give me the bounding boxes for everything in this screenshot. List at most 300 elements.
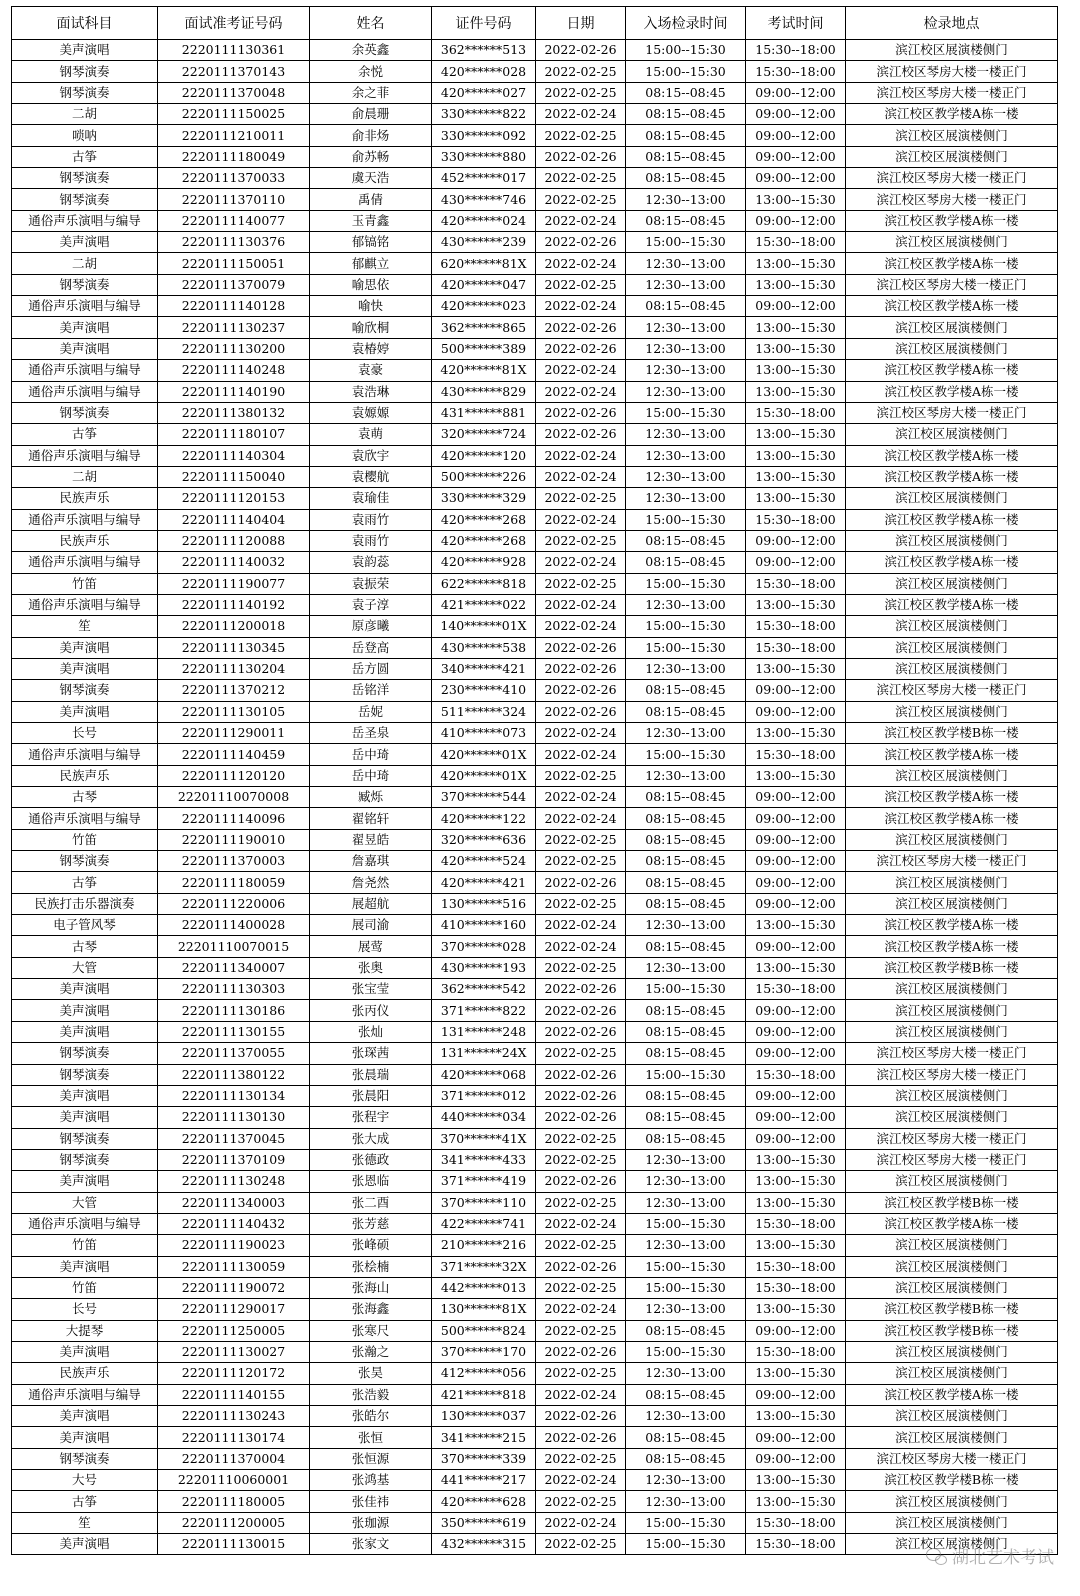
cell-admission-number: 2220111190077 [158, 573, 310, 594]
cell-id-number: 420******027 [432, 82, 536, 103]
table-row [12, 744, 1058, 765]
cell-subject: 大提琴 [12, 1320, 158, 1341]
watermark-text: 湖北艺术考试 [952, 1548, 1054, 1568]
table-row [12, 1320, 1058, 1341]
table-row [12, 658, 1058, 679]
cell-checkin-time: 08:15--08:45 [626, 1427, 746, 1448]
cell-exam-time: 09:00--12:00 [746, 1448, 846, 1469]
cell-exam-time: 09:00--12:00 [746, 1021, 846, 1042]
cell-date: 2022-02-26 [536, 1021, 626, 1042]
cell-checkin-time: 12:30--13:00 [626, 1235, 746, 1256]
cell-checkin-location: 滨江校区教学楼A栋一楼 [846, 594, 1058, 615]
cell-name: 张灿 [310, 1021, 432, 1042]
column-header-name: 姓名 [310, 7, 432, 40]
cell-checkin-location: 滨江校区教学楼A栋一楼 [846, 915, 1058, 936]
cell-name: 张鸿基 [310, 1470, 432, 1491]
cell-admission-number: 2220111140128 [158, 296, 310, 317]
cell-admission-number: 2220111130361 [158, 40, 310, 61]
cell-checkin-time: 08:15--08:45 [626, 1128, 746, 1149]
cell-exam-time: 09:00--12:00 [746, 125, 846, 146]
cell-checkin-location: 滨江校区展演楼侧门 [846, 232, 1058, 253]
cell-exam-time: 09:00--12:00 [746, 146, 846, 167]
cell-date: 2022-02-24 [536, 381, 626, 402]
cell-subject: 钢琴演奏 [12, 168, 158, 189]
cell-id-number: 330******880 [432, 146, 536, 167]
cell-admission-number: 2220111130105 [158, 701, 310, 722]
cell-date: 2022-02-24 [536, 1299, 626, 1320]
cell-exam-time: 09:00--12:00 [746, 851, 846, 872]
table-row [12, 872, 1058, 893]
table-row [12, 61, 1058, 82]
cell-checkin-location: 滨江校区展演楼侧门 [846, 658, 1058, 679]
cell-admission-number: 22201110070008 [158, 787, 310, 808]
cell-date: 2022-02-26 [536, 146, 626, 167]
cell-admission-number: 2220111130376 [158, 232, 310, 253]
cell-date: 2022-02-26 [536, 338, 626, 359]
cell-checkin-location: 滨江校区琴房大楼一楼正门 [846, 168, 1058, 189]
cell-exam-time: 13:00--15:30 [746, 317, 846, 338]
cell-subject: 电子管风琴 [12, 915, 158, 936]
cell-date: 2022-02-25 [536, 274, 626, 295]
cell-subject: 美声演唱 [12, 1427, 158, 1448]
cell-date: 2022-02-25 [536, 851, 626, 872]
table-row [12, 530, 1058, 551]
column-header-admission-number: 面试准考证号码 [158, 7, 310, 40]
cell-checkin-time: 12:30--13:00 [626, 765, 746, 786]
cell-subject: 美声演唱 [12, 1341, 158, 1362]
table-row [12, 1256, 1058, 1277]
cell-exam-time: 09:00--12:00 [746, 296, 846, 317]
table-row [12, 82, 1058, 103]
cell-date: 2022-02-25 [536, 1277, 626, 1298]
cell-exam-time: 13:00--15:30 [746, 445, 846, 466]
cell-date: 2022-02-24 [536, 1512, 626, 1533]
cell-admission-number: 2220111370003 [158, 851, 310, 872]
cell-name: 玉青鑫 [310, 210, 432, 231]
table-row [12, 979, 1058, 1000]
cell-id-number: 430******239 [432, 232, 536, 253]
cell-admission-number: 2220111190023 [158, 1235, 310, 1256]
cell-checkin-location: 滨江校区教学楼A栋一楼 [846, 808, 1058, 829]
cell-checkin-time: 12:30--13:00 [626, 445, 746, 466]
table-row [12, 701, 1058, 722]
cell-admission-number: 2220111130134 [158, 1085, 310, 1106]
cell-id-number: 131******248 [432, 1021, 536, 1042]
cell-id-number: 210******216 [432, 1235, 536, 1256]
cell-checkin-location: 滨江校区教学楼B栋一楼 [846, 1320, 1058, 1341]
cell-id-number: 421******818 [432, 1384, 536, 1405]
table-row [12, 104, 1058, 125]
cell-date: 2022-02-26 [536, 1427, 626, 1448]
table-row [12, 253, 1058, 274]
cell-checkin-time: 12:30--13:00 [626, 1171, 746, 1192]
cell-subject: 美声演唱 [12, 317, 158, 338]
cell-id-number: 430******538 [432, 637, 536, 658]
cell-subject: 钢琴演奏 [12, 402, 158, 423]
cell-checkin-location: 滨江校区琴房大楼一楼正门 [846, 1064, 1058, 1085]
cell-subject: 通俗声乐演唱与编导 [12, 210, 158, 231]
table-row [12, 552, 1058, 573]
cell-subject: 美声演唱 [12, 1171, 158, 1192]
cell-date: 2022-02-26 [536, 402, 626, 423]
cell-date: 2022-02-24 [536, 723, 626, 744]
cell-date: 2022-02-25 [536, 1128, 626, 1149]
cell-id-number: 420******122 [432, 808, 536, 829]
cell-admission-number: 2220111180059 [158, 872, 310, 893]
table-row [12, 723, 1058, 744]
cell-date: 2022-02-24 [536, 360, 626, 381]
cell-id-number: 511******324 [432, 701, 536, 722]
cell-subject: 民族打击乐器演奏 [12, 893, 158, 914]
cell-checkin-location: 滨江校区教学楼A栋一楼 [846, 744, 1058, 765]
cell-subject: 古筝 [12, 1491, 158, 1512]
table-row [12, 680, 1058, 701]
cell-id-number: 420******421 [432, 872, 536, 893]
cell-id-number: 420******268 [432, 530, 536, 551]
cell-id-number: 420******120 [432, 445, 536, 466]
cell-exam-time: 15:30--18:00 [746, 1341, 846, 1362]
cell-name: 展司渝 [310, 915, 432, 936]
cell-name: 岳方圆 [310, 658, 432, 679]
cell-date: 2022-02-25 [536, 1534, 626, 1555]
cell-id-number: 420******01X [432, 744, 536, 765]
cell-checkin-location: 滨江校区展演楼侧门 [846, 317, 1058, 338]
cell-id-number: 370******170 [432, 1341, 536, 1362]
cell-checkin-location: 滨江校区展演楼侧门 [846, 573, 1058, 594]
cell-subject: 钢琴演奏 [12, 1043, 158, 1064]
cell-exam-time: 13:00--15:30 [746, 466, 846, 487]
cell-name: 袁韵蕊 [310, 552, 432, 573]
cell-name: 张奥 [310, 957, 432, 978]
cell-id-number: 420******268 [432, 509, 536, 530]
cell-checkin-location: 滨江校区教学楼A栋一楼 [846, 552, 1058, 573]
cell-checkin-location: 滨江校区教学楼A栋一楼 [846, 936, 1058, 957]
cell-admission-number: 2220111140432 [158, 1213, 310, 1234]
table-row [12, 1085, 1058, 1106]
cell-checkin-location: 滨江校区展演楼侧门 [846, 979, 1058, 1000]
cell-admission-number: 2220111370110 [158, 189, 310, 210]
cell-name: 岳铭洋 [310, 680, 432, 701]
cell-admission-number: 2220111130345 [158, 637, 310, 658]
cell-checkin-time: 08:15--08:45 [626, 829, 746, 850]
cell-admission-number: 2220111380132 [158, 402, 310, 423]
table-row [12, 1128, 1058, 1149]
cell-admission-number: 22201110070015 [158, 936, 310, 957]
cell-exam-time: 15:30--18:00 [746, 40, 846, 61]
cell-exam-time: 13:00--15:30 [746, 1192, 846, 1213]
cell-name: 袁子淳 [310, 594, 432, 615]
table-row [12, 1213, 1058, 1234]
cell-subject: 通俗声乐演唱与编导 [12, 445, 158, 466]
table-row [12, 1534, 1058, 1555]
cell-checkin-time: 12:30--13:00 [626, 381, 746, 402]
cell-checkin-time: 08:15--08:45 [626, 1021, 746, 1042]
cell-admission-number: 2220111130174 [158, 1427, 310, 1448]
cell-id-number: 420******047 [432, 274, 536, 295]
cell-admission-number: 2220111370109 [158, 1149, 310, 1170]
cell-checkin-time: 15:00--15:30 [626, 979, 746, 1000]
cell-date: 2022-02-26 [536, 1000, 626, 1021]
cell-date: 2022-02-25 [536, 189, 626, 210]
table-row [12, 637, 1058, 658]
table-row [12, 1149, 1058, 1170]
cell-exam-time: 09:00--12:00 [746, 680, 846, 701]
cell-subject: 民族声乐 [12, 765, 158, 786]
cell-admission-number: 2220111370033 [158, 168, 310, 189]
cell-id-number: 371******419 [432, 1171, 536, 1192]
cell-name: 喻快 [310, 296, 432, 317]
cell-admission-number: 2220111370048 [158, 82, 310, 103]
cell-exam-time: 13:00--15:30 [746, 381, 846, 402]
cell-checkin-time: 08:15--08:45 [626, 808, 746, 829]
cell-date: 2022-02-25 [536, 1235, 626, 1256]
cell-name: 张浩毅 [310, 1384, 432, 1405]
cell-exam-time: 09:00--12:00 [746, 1427, 846, 1448]
cell-exam-time: 15:30--18:00 [746, 979, 846, 1000]
cell-admission-number: 2220111130015 [158, 1534, 310, 1555]
cell-exam-time: 09:00--12:00 [746, 787, 846, 808]
table-row [12, 1406, 1058, 1427]
cell-checkin-location: 滨江校区教学楼A栋一楼 [846, 104, 1058, 125]
cell-admission-number: 2220111140459 [158, 744, 310, 765]
cell-checkin-location: 滨江校区展演楼侧门 [846, 1427, 1058, 1448]
cell-admission-number: 2220111180049 [158, 146, 310, 167]
cell-exam-time: 13:00--15:30 [746, 723, 846, 744]
cell-date: 2022-02-25 [536, 1448, 626, 1469]
column-header-id-number: 证件号码 [432, 7, 536, 40]
cell-checkin-time: 12:30--13:00 [626, 317, 746, 338]
column-header-checkin-location: 检录地点 [846, 7, 1058, 40]
cell-checkin-location: 滨江校区展演楼侧门 [846, 1512, 1058, 1533]
cell-exam-time: 15:30--18:00 [746, 1213, 846, 1234]
cell-name: 詹尧然 [310, 872, 432, 893]
cell-id-number: 500******389 [432, 338, 536, 359]
cell-name: 张晨阳 [310, 1085, 432, 1106]
cell-id-number: 622******818 [432, 573, 536, 594]
cell-checkin-location: 滨江校区展演楼侧门 [846, 1406, 1058, 1427]
cell-checkin-location: 滨江校区教学楼A栋一楼 [846, 381, 1058, 402]
cell-admission-number: 2220111400028 [158, 915, 310, 936]
cell-checkin-location: 滨江校区展演楼侧门 [846, 829, 1058, 850]
cell-subject: 长号 [12, 1299, 158, 1320]
table-row [12, 936, 1058, 957]
cell-name: 张德政 [310, 1149, 432, 1170]
cell-name: 张佳祎 [310, 1491, 432, 1512]
table-row [12, 957, 1058, 978]
cell-date: 2022-02-26 [536, 1171, 626, 1192]
cell-checkin-time: 12:30--13:00 [626, 723, 746, 744]
cell-admission-number: 2220111120153 [158, 488, 310, 509]
cell-checkin-time: 15:00--15:30 [626, 1277, 746, 1298]
cell-date: 2022-02-24 [536, 552, 626, 573]
cell-admission-number: 2220111130200 [158, 338, 310, 359]
cell-checkin-location: 滨江校区教学楼B栋一楼 [846, 1470, 1058, 1491]
cell-date: 2022-02-24 [536, 915, 626, 936]
cell-admission-number: 2220111340003 [158, 1192, 310, 1213]
cell-checkin-time: 12:30--13:00 [626, 1491, 746, 1512]
cell-id-number: 370******110 [432, 1192, 536, 1213]
cell-checkin-time: 15:00--15:30 [626, 1512, 746, 1533]
cell-name: 袁樱航 [310, 466, 432, 487]
table-row [12, 1427, 1058, 1448]
cell-checkin-time: 15:00--15:30 [626, 744, 746, 765]
cell-id-number: 340******421 [432, 658, 536, 679]
table-row [12, 1192, 1058, 1213]
cell-admission-number: 2220111180107 [158, 424, 310, 445]
table-row [12, 189, 1058, 210]
cell-subject: 美声演唱 [12, 1256, 158, 1277]
cell-admission-number: 2220111250005 [158, 1320, 310, 1341]
cell-date: 2022-02-24 [536, 787, 626, 808]
cell-checkin-location: 滨江校区展演楼侧门 [846, 1021, 1058, 1042]
cell-id-number: 420******068 [432, 1064, 536, 1085]
cell-checkin-location: 滨江校区琴房大楼一楼正门 [846, 851, 1058, 872]
cell-checkin-time: 15:00--15:30 [626, 1064, 746, 1085]
cell-date: 2022-02-25 [536, 125, 626, 146]
cell-exam-time: 15:30--18:00 [746, 1277, 846, 1298]
cell-checkin-location: 滨江校区展演楼侧门 [846, 1341, 1058, 1362]
cell-checkin-time: 08:15--08:45 [626, 1448, 746, 1469]
cell-exam-time: 09:00--12:00 [746, 1043, 846, 1064]
cell-name: 俞非炀 [310, 125, 432, 146]
cell-exam-time: 09:00--12:00 [746, 808, 846, 829]
cell-name: 张皓尔 [310, 1406, 432, 1427]
cell-id-number: 350******619 [432, 1512, 536, 1533]
cell-checkin-location: 滨江校区教学楼A栋一楼 [846, 1213, 1058, 1234]
cell-checkin-time: 08:15--08:45 [626, 1000, 746, 1021]
cell-exam-time: 09:00--12:00 [746, 1000, 846, 1021]
cell-checkin-time: 15:00--15:30 [626, 573, 746, 594]
cell-exam-time: 15:30--18:00 [746, 744, 846, 765]
cell-name: 禹倩 [310, 189, 432, 210]
cell-checkin-location: 滨江校区教学楼B栋一楼 [846, 1299, 1058, 1320]
cell-subject: 通俗声乐演唱与编导 [12, 509, 158, 530]
cell-checkin-location: 滨江校区教学楼B栋一楼 [846, 723, 1058, 744]
cell-name: 袁浩琳 [310, 381, 432, 402]
cell-date: 2022-02-24 [536, 744, 626, 765]
cell-admission-number: 2220111130303 [158, 979, 310, 1000]
cell-id-number: 420******524 [432, 851, 536, 872]
cell-id-number: 452******017 [432, 168, 536, 189]
cell-admission-number: 2220111140304 [158, 445, 310, 466]
cell-checkin-time: 15:00--15:30 [626, 1534, 746, 1555]
cell-name: 袁椿婷 [310, 338, 432, 359]
cell-exam-time: 09:00--12:00 [746, 1128, 846, 1149]
cell-subject: 钢琴演奏 [12, 851, 158, 872]
cell-date: 2022-02-25 [536, 829, 626, 850]
cell-exam-time: 15:30--18:00 [746, 509, 846, 530]
cell-subject: 竹笛 [12, 829, 158, 850]
cell-subject: 大管 [12, 957, 158, 978]
cell-exam-time: 13:00--15:30 [746, 658, 846, 679]
cell-subject: 美声演唱 [12, 1534, 158, 1555]
cell-subject: 钢琴演奏 [12, 82, 158, 103]
cell-subject: 古琴 [12, 936, 158, 957]
cell-date: 2022-02-24 [536, 445, 626, 466]
cell-checkin-time: 08:15--08:45 [626, 296, 746, 317]
cell-subject: 竹笛 [12, 1277, 158, 1298]
cell-date: 2022-02-24 [536, 1384, 626, 1405]
cell-checkin-time: 15:00--15:30 [626, 509, 746, 530]
cell-checkin-time: 08:15--08:45 [626, 1107, 746, 1128]
table-row [12, 1470, 1058, 1491]
cell-name: 张桧楠 [310, 1256, 432, 1277]
table-row [12, 1448, 1058, 1469]
cell-id-number: 500******824 [432, 1320, 536, 1341]
cell-date: 2022-02-25 [536, 573, 626, 594]
cell-checkin-location: 滨江校区展演楼侧门 [846, 701, 1058, 722]
cell-admission-number: 2220111130243 [158, 1406, 310, 1427]
cell-exam-time: 13:00--15:30 [746, 915, 846, 936]
cell-exam-time: 13:00--15:30 [746, 274, 846, 295]
cell-checkin-time: 08:15--08:45 [626, 210, 746, 231]
cell-subject: 美声演唱 [12, 1107, 158, 1128]
table-row [12, 573, 1058, 594]
cell-id-number: 410******073 [432, 723, 536, 744]
cell-exam-time: 13:00--15:30 [746, 1406, 846, 1427]
table-row [12, 40, 1058, 61]
cell-id-number: 362******513 [432, 40, 536, 61]
table-row [12, 466, 1058, 487]
cell-date: 2022-02-24 [536, 1470, 626, 1491]
cell-name: 岳圣泉 [310, 723, 432, 744]
cell-subject: 美声演唱 [12, 40, 158, 61]
cell-subject: 古琴 [12, 787, 158, 808]
cell-id-number: 410******160 [432, 915, 536, 936]
cell-subject: 钢琴演奏 [12, 680, 158, 701]
cell-subject: 美声演唱 [12, 658, 158, 679]
cell-checkin-location: 滨江校区教学楼B栋一楼 [846, 1192, 1058, 1213]
table-row [12, 146, 1058, 167]
cell-checkin-time: 08:15--08:45 [626, 1384, 746, 1405]
cell-subject: 美声演唱 [12, 338, 158, 359]
table-row [12, 1299, 1058, 1320]
cell-date: 2022-02-26 [536, 1406, 626, 1427]
cell-date: 2022-02-24 [536, 466, 626, 487]
cell-checkin-location: 滨江校区琴房大楼一楼正门 [846, 1128, 1058, 1149]
cell-id-number: 440******034 [432, 1107, 536, 1128]
cell-subject: 二胡 [12, 104, 158, 125]
cell-checkin-location: 滨江校区展演楼侧门 [846, 40, 1058, 61]
cell-subject: 美声演唱 [12, 1085, 158, 1106]
cell-checkin-time: 08:15--08:45 [626, 680, 746, 701]
cell-name: 郁镐铭 [310, 232, 432, 253]
cell-subject: 竹笛 [12, 1235, 158, 1256]
table-row [12, 1235, 1058, 1256]
cell-admission-number: 2220111370143 [158, 61, 310, 82]
cell-id-number: 421******022 [432, 594, 536, 615]
cell-admission-number: 2220111140404 [158, 509, 310, 530]
cell-id-number: 341******433 [432, 1149, 536, 1170]
cell-name: 岳妮 [310, 701, 432, 722]
cell-admission-number: 2220111220006 [158, 893, 310, 914]
cell-date: 2022-02-26 [536, 1085, 626, 1106]
cell-exam-time: 13:00--15:30 [746, 360, 846, 381]
cell-exam-time: 15:30--18:00 [746, 232, 846, 253]
cell-subject: 通俗声乐演唱与编导 [12, 1384, 158, 1405]
cell-admission-number: 2220111200005 [158, 1512, 310, 1533]
cell-checkin-location: 滨江校区展演楼侧门 [846, 1491, 1058, 1512]
column-header-checkin-time: 入场检录时间 [626, 7, 746, 40]
cell-checkin-time: 15:00--15:30 [626, 232, 746, 253]
cell-checkin-location: 滨江校区展演楼侧门 [846, 765, 1058, 786]
cell-date: 2022-02-26 [536, 1107, 626, 1128]
cell-id-number: 330******822 [432, 104, 536, 125]
cell-date: 2022-02-25 [536, 61, 626, 82]
cell-checkin-time: 08:15--08:45 [626, 1320, 746, 1341]
cell-checkin-location: 滨江校区展演楼侧门 [846, 1363, 1058, 1384]
table-row [12, 168, 1058, 189]
